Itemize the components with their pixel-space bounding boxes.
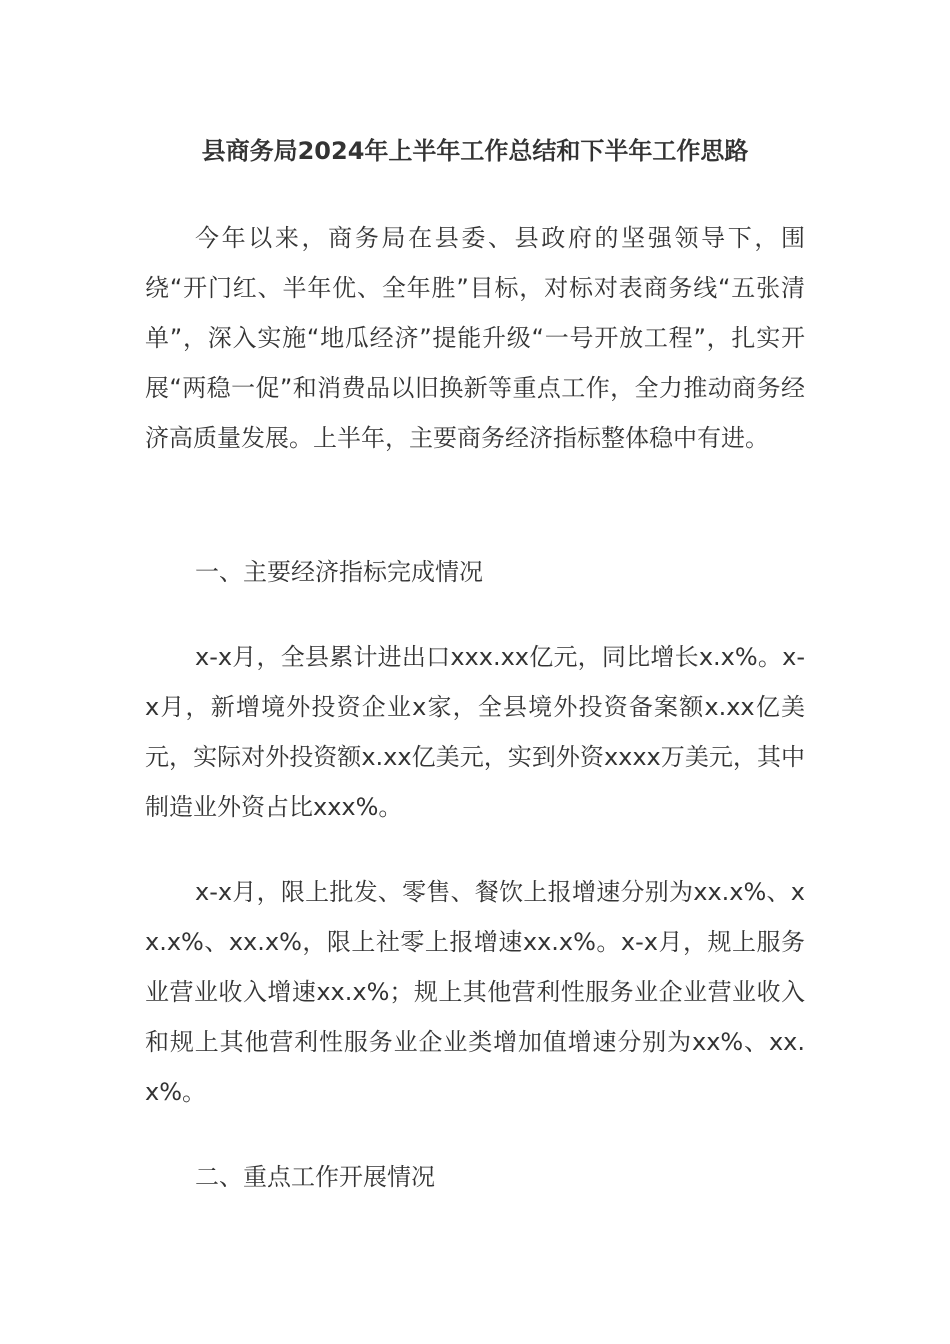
section-2-heading: 二、重点工作开展情况 xyxy=(195,1163,435,1191)
intro-paragraph: 今年以来，商务局在县委、县政府的坚强领导下，围绕“开门红、半年优、全年胜”目标，对标对表商务线“五张清单”，深入实施“地瓜经济”提能升级“一号开放工程”，扎实开展“两稳一促”和消费品以旧换新等重点工作，全力推动商务经济高质量发展。上半年，主要商务经济指标整体稳中有进。 xyxy=(145,224,805,452)
document-title: 县商务局2024年上半年工作总结和下半年工作思路 xyxy=(201,137,749,165)
section-1-paragraph-1: x-x月，全县累计进出口xxx.xx亿元，同比增长x.x%。x-x月，新增境外投资企业x家，全县境外投资备案额x.xx亿美元，实际对外投资额x.xx亿美元，实到外资xxxx万美元，其中制造业外资占比xxx%。 xyxy=(145,643,805,821)
section-1-paragraph-2: x-x月，限上批发、零售、餐饮上报增速分别为xx.x%、xx.x%、xx.x%，限上社零上报增速xx.x%。x-x月，规上服务业营业收入增速xx.x%；规上其他营利性服务业企业营业收入和规上其他营利性服务业企业类增加值增速分别为xx%、xx.x%。 xyxy=(145,878,805,1106)
section-1-heading: 一、主要经济指标完成情况 xyxy=(195,558,483,586)
